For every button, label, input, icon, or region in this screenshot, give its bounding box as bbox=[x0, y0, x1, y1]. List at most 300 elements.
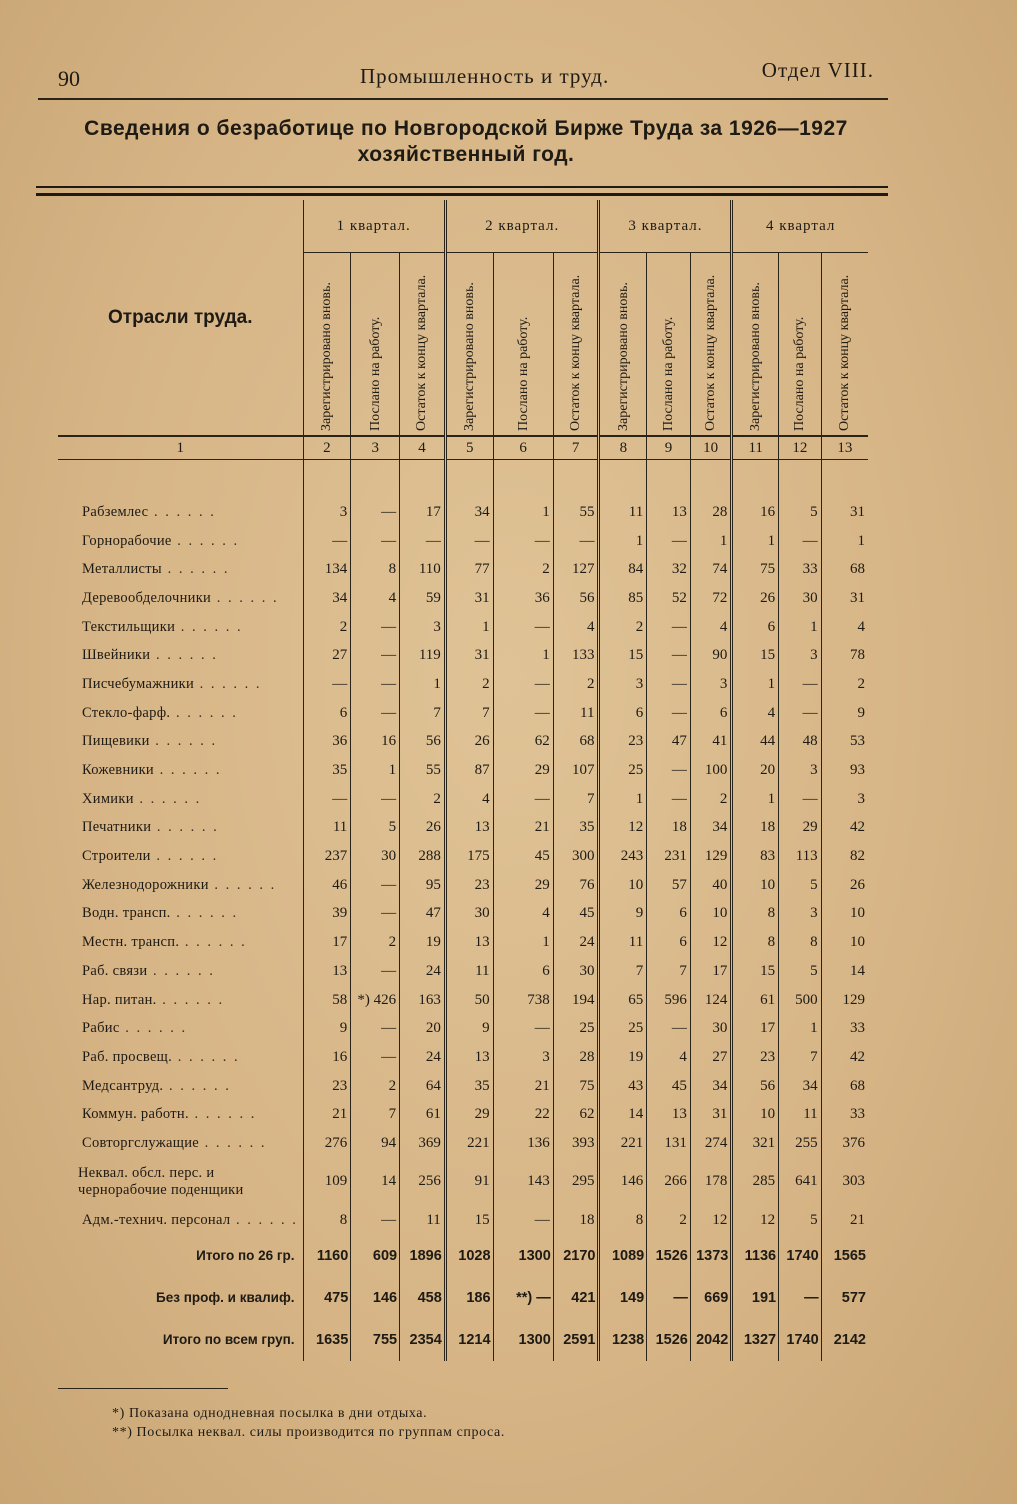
value-cell: 42 bbox=[821, 1043, 868, 1072]
value-cell: 68 bbox=[821, 1072, 868, 1101]
value-cell: 40 bbox=[690, 871, 732, 900]
value-cell: 68 bbox=[553, 728, 599, 757]
value-cell: 21 bbox=[821, 1206, 868, 1235]
value-cell: 119 bbox=[400, 641, 446, 670]
value-cell: 3 bbox=[779, 641, 822, 670]
value-cell: 30 bbox=[351, 842, 400, 871]
value-cell: 1 bbox=[445, 613, 493, 642]
value-cell: 17 bbox=[690, 957, 732, 986]
value-cell: 10 bbox=[599, 871, 647, 900]
value-cell: 13 bbox=[303, 957, 351, 986]
value-cell: — bbox=[351, 498, 400, 527]
row-label-text: Неквал. обсл. перс. и чернорабочие поденщики bbox=[78, 1164, 244, 1198]
value-cell: 1565 bbox=[821, 1235, 868, 1277]
value-cell: 20 bbox=[400, 1014, 446, 1043]
value-cell: 36 bbox=[493, 584, 553, 613]
value-cell: 20 bbox=[732, 756, 779, 785]
column-number: 3 bbox=[351, 436, 400, 460]
value-cell: 78 bbox=[821, 641, 868, 670]
value-cell: 33 bbox=[821, 1014, 868, 1043]
value-cell: — bbox=[647, 527, 691, 556]
value-cell: 1160 bbox=[303, 1235, 351, 1277]
value-cell: — bbox=[493, 699, 553, 728]
value-cell: 15 bbox=[732, 641, 779, 670]
value-cell: 303 bbox=[821, 1158, 868, 1206]
row-label-text: Местн. трансп. bbox=[82, 934, 180, 951]
row-label bbox=[58, 842, 303, 871]
value-cell: — bbox=[647, 1277, 691, 1319]
value-cell: 14 bbox=[821, 957, 868, 986]
value-cell: 5 bbox=[779, 957, 822, 986]
subheader-q1-2 bbox=[351, 253, 400, 437]
value-cell: 1300 bbox=[493, 1319, 553, 1361]
value-cell: 369 bbox=[400, 1129, 446, 1158]
value-cell: 55 bbox=[400, 756, 446, 785]
table-row bbox=[58, 498, 868, 527]
value-cell: 1327 bbox=[732, 1319, 779, 1361]
value-cell: 26 bbox=[445, 728, 493, 757]
value-cell: 755 bbox=[351, 1319, 400, 1361]
subheader-q3-2 bbox=[647, 253, 691, 437]
value-cell: 42 bbox=[821, 814, 868, 843]
value-cell: 19 bbox=[599, 1043, 647, 1072]
value-cell: 2170 bbox=[553, 1235, 599, 1277]
row-label bbox=[58, 785, 303, 814]
row-label-text: Без проф. и квалиф. bbox=[156, 1290, 295, 1305]
leader-dots: . . . . . . bbox=[230, 1211, 298, 1228]
value-cell: 50 bbox=[445, 986, 493, 1015]
value-cell: 23 bbox=[732, 1043, 779, 1072]
value-cell: 5 bbox=[351, 814, 400, 843]
value-cell: 2 bbox=[647, 1206, 691, 1235]
column-number: 13 bbox=[821, 436, 868, 460]
value-cell: 107 bbox=[553, 756, 599, 785]
value-cell: 109 bbox=[303, 1158, 351, 1206]
value-cell: 2 bbox=[351, 928, 400, 957]
value-cell: — bbox=[647, 756, 691, 785]
value-cell: 1 bbox=[732, 527, 779, 556]
value-cell: — bbox=[779, 670, 822, 699]
value-cell: 1526 bbox=[647, 1319, 691, 1361]
leader-dots: . . . . . . bbox=[149, 733, 218, 750]
value-cell: 12 bbox=[732, 1206, 779, 1235]
total-row bbox=[58, 1319, 868, 1361]
value-cell: 94 bbox=[351, 1129, 400, 1158]
row-label-text: Совторгслужащие bbox=[82, 1134, 200, 1151]
row-label-text: Деревообделочники bbox=[82, 589, 212, 606]
value-cell: 47 bbox=[400, 900, 446, 929]
spacer-cell bbox=[599, 460, 647, 499]
value-cell: 194 bbox=[553, 986, 599, 1015]
value-cell: 17 bbox=[732, 1014, 779, 1043]
table-row bbox=[58, 555, 868, 584]
footnote-rule bbox=[58, 1388, 228, 1389]
column-number: 9 bbox=[647, 436, 691, 460]
value-cell: 1 bbox=[690, 527, 732, 556]
value-cell: 1136 bbox=[732, 1235, 779, 1277]
value-cell: 15 bbox=[732, 957, 779, 986]
value-cell: 7 bbox=[553, 785, 599, 814]
value-cell: 47 bbox=[647, 728, 691, 757]
quarter-1-header: 1 квартал. bbox=[303, 200, 445, 253]
value-cell: 28 bbox=[553, 1043, 599, 1072]
value-cell: 34 bbox=[445, 498, 493, 527]
row-label bbox=[58, 1235, 303, 1277]
value-cell: 1 bbox=[732, 785, 779, 814]
value-cell: 9 bbox=[821, 699, 868, 728]
value-cell: 75 bbox=[732, 555, 779, 584]
value-cell: 186 bbox=[445, 1277, 493, 1319]
value-cell: 134 bbox=[303, 555, 351, 584]
value-cell: 8 bbox=[732, 928, 779, 957]
subheader-q1-3 bbox=[400, 253, 446, 437]
row-label bbox=[58, 814, 303, 843]
value-cell: 8 bbox=[599, 1206, 647, 1235]
subheader-label: Послано на работу. bbox=[515, 316, 531, 431]
row-label bbox=[58, 900, 303, 929]
table-row bbox=[58, 527, 868, 556]
value-cell: 45 bbox=[553, 900, 599, 929]
value-cell: 39 bbox=[303, 900, 351, 929]
value-cell: 243 bbox=[599, 842, 647, 871]
value-cell: 10 bbox=[732, 1100, 779, 1129]
value-cell: 129 bbox=[690, 842, 732, 871]
row-label-text: Кожевники bbox=[82, 762, 154, 779]
row-label bbox=[58, 1206, 303, 1235]
value-cell: 178 bbox=[690, 1158, 732, 1206]
value-cell: 221 bbox=[599, 1129, 647, 1158]
table-row bbox=[58, 871, 868, 900]
value-cell: — bbox=[351, 527, 400, 556]
value-cell: 82 bbox=[821, 842, 868, 871]
row-label bbox=[58, 728, 303, 757]
value-cell: 1 bbox=[351, 756, 400, 785]
spacer-cell bbox=[445, 460, 493, 499]
row-label bbox=[58, 756, 303, 785]
row-label bbox=[58, 928, 303, 957]
value-cell: 13 bbox=[445, 928, 493, 957]
column-number: 2 bbox=[303, 436, 351, 460]
footnote-1: *) Показана однодневная посылка в дни отдыха. bbox=[112, 1406, 428, 1421]
value-cell: 85 bbox=[599, 584, 647, 613]
value-cell: 95 bbox=[400, 871, 446, 900]
value-cell: 53 bbox=[821, 728, 868, 757]
column-number: 5 bbox=[445, 436, 493, 460]
value-cell: 1300 bbox=[493, 1235, 553, 1277]
row-label-text: Железнодорожники bbox=[82, 876, 209, 893]
value-cell: 4 bbox=[351, 584, 400, 613]
value-cell: 24 bbox=[400, 1043, 446, 1072]
value-cell: 4 bbox=[553, 613, 599, 642]
value-cell: 8 bbox=[303, 1206, 351, 1235]
leader-dots: . . . . . . bbox=[150, 647, 218, 664]
value-cell: 25 bbox=[599, 756, 647, 785]
value-cell: — bbox=[303, 670, 351, 699]
value-cell: 4 bbox=[647, 1043, 691, 1072]
value-cell: 4 bbox=[445, 785, 493, 814]
value-cell: 1214 bbox=[445, 1319, 493, 1361]
table-row bbox=[58, 1100, 868, 1129]
value-cell: 6 bbox=[647, 928, 691, 957]
page-header bbox=[38, 58, 888, 100]
value-cell: 146 bbox=[599, 1158, 647, 1206]
footnote-2: **) Посылка неквал. силы производится по группам спроса. bbox=[112, 1425, 505, 1440]
value-cell: 110 bbox=[400, 555, 446, 584]
subheader-q2-2 bbox=[493, 253, 553, 437]
value-cell: 1 bbox=[732, 670, 779, 699]
value-cell: 191 bbox=[732, 1277, 779, 1319]
row-label-text: Нар. питан. bbox=[82, 991, 157, 1008]
value-cell: 22 bbox=[493, 1100, 553, 1129]
value-cell: — bbox=[351, 785, 400, 814]
value-cell: 3 bbox=[821, 785, 868, 814]
value-cell: 11 bbox=[599, 928, 647, 957]
leader-dots: . . . . . . bbox=[133, 790, 202, 807]
value-cell: 11 bbox=[400, 1206, 446, 1235]
value-cell: 458 bbox=[400, 1277, 446, 1319]
value-cell: — bbox=[351, 1206, 400, 1235]
spacer-cell bbox=[303, 460, 351, 499]
value-cell: 31 bbox=[445, 641, 493, 670]
value-cell: 3 bbox=[779, 900, 822, 929]
row-label-text: Рабис bbox=[82, 1020, 120, 1037]
value-cell: — bbox=[493, 613, 553, 642]
value-cell: 376 bbox=[821, 1129, 868, 1158]
value-cell: 26 bbox=[821, 871, 868, 900]
value-cell: — bbox=[493, 527, 553, 556]
table-row bbox=[58, 1043, 868, 1072]
value-cell: 36 bbox=[303, 728, 351, 757]
value-cell: 23 bbox=[303, 1072, 351, 1101]
value-cell: 34 bbox=[303, 584, 351, 613]
spacer-cell bbox=[58, 460, 303, 499]
value-cell: 17 bbox=[400, 498, 446, 527]
value-cell: 124 bbox=[690, 986, 732, 1015]
value-cell: 1740 bbox=[779, 1235, 822, 1277]
row-label bbox=[58, 670, 303, 699]
value-cell: 34 bbox=[690, 814, 732, 843]
table-row bbox=[58, 584, 868, 613]
value-cell: 75 bbox=[553, 1072, 599, 1101]
table-title: Сведения о безработице по Новгородской Бирже Труда за 1926—1927 хозяйственный год. bbox=[84, 117, 848, 166]
value-cell: 163 bbox=[400, 986, 446, 1015]
value-cell: 10 bbox=[690, 900, 732, 929]
value-cell: 23 bbox=[445, 871, 493, 900]
column-number: 11 bbox=[732, 436, 779, 460]
value-cell: 11 bbox=[779, 1100, 822, 1129]
value-cell: 57 bbox=[647, 871, 691, 900]
value-cell: 1 bbox=[779, 1014, 822, 1043]
value-cell: 87 bbox=[445, 756, 493, 785]
leader-dots: . . . . . . bbox=[194, 675, 262, 692]
value-cell: 131 bbox=[647, 1129, 691, 1158]
value-cell: — bbox=[303, 785, 351, 814]
row-label-text: Водн. трансп. bbox=[82, 905, 171, 922]
value-cell: — bbox=[351, 871, 400, 900]
table-row bbox=[58, 814, 868, 843]
leader-dots: . . . . . . bbox=[188, 1106, 257, 1123]
value-cell: — bbox=[779, 785, 822, 814]
value-cell: 41 bbox=[690, 728, 732, 757]
value-cell: 30 bbox=[690, 1014, 732, 1043]
row-label bbox=[58, 498, 303, 527]
value-cell: 56 bbox=[400, 728, 446, 757]
row-label-text: Металлисты bbox=[82, 561, 162, 578]
row-label-text: Медсантруд. bbox=[82, 1077, 164, 1094]
value-cell: 288 bbox=[400, 842, 446, 871]
value-cell: 421 bbox=[553, 1277, 599, 1319]
value-cell: 52 bbox=[647, 584, 691, 613]
table-row bbox=[58, 699, 868, 728]
leader-dots: . . . . . . bbox=[179, 934, 247, 951]
value-cell: 11 bbox=[303, 814, 351, 843]
value-cell: — bbox=[445, 527, 493, 556]
value-cell: 7 bbox=[647, 957, 691, 986]
subheader-label: Послано на работу. bbox=[792, 316, 808, 431]
value-cell: 1 bbox=[599, 785, 647, 814]
value-cell: 29 bbox=[779, 814, 822, 843]
value-cell: 14 bbox=[351, 1158, 400, 1206]
value-cell: — bbox=[647, 699, 691, 728]
leader-dots: . . . . . . bbox=[172, 1048, 240, 1065]
quarter-2-header: 2 квартал. bbox=[445, 200, 599, 253]
table-row bbox=[58, 1072, 868, 1101]
leader-dots: . . . . . . bbox=[153, 762, 222, 779]
value-cell: — bbox=[351, 670, 400, 699]
value-cell: — bbox=[493, 785, 553, 814]
spacer-cell bbox=[690, 460, 732, 499]
table-row bbox=[58, 957, 868, 986]
value-cell: 26 bbox=[400, 814, 446, 843]
value-cell: 577 bbox=[821, 1277, 868, 1319]
value-cell: 255 bbox=[779, 1129, 822, 1158]
table-row bbox=[58, 1129, 868, 1158]
value-cell: 1238 bbox=[599, 1319, 647, 1361]
value-cell: 6 bbox=[690, 699, 732, 728]
value-cell: 4 bbox=[493, 900, 553, 929]
value-cell: 45 bbox=[647, 1072, 691, 1101]
value-cell: 1 bbox=[599, 527, 647, 556]
leader-dots: . . . . . . bbox=[175, 618, 243, 635]
value-cell: 1635 bbox=[303, 1319, 351, 1361]
subheader-label: Зарегистрировано вновь. bbox=[319, 282, 335, 431]
value-cell: 596 bbox=[647, 986, 691, 1015]
value-cell: 55 bbox=[553, 498, 599, 527]
value-cell: 6 bbox=[647, 900, 691, 929]
value-cell: 18 bbox=[553, 1206, 599, 1235]
total-row bbox=[58, 1235, 868, 1277]
value-cell: 100 bbox=[690, 756, 732, 785]
subheader-q3-1 bbox=[599, 253, 647, 437]
value-cell: 113 bbox=[779, 842, 822, 871]
value-cell: 19 bbox=[400, 928, 446, 957]
value-cell: 25 bbox=[599, 1014, 647, 1043]
value-cell: 21 bbox=[493, 814, 553, 843]
quarter-3-header: 3 квартал. bbox=[599, 200, 732, 253]
value-cell: 7 bbox=[445, 699, 493, 728]
value-cell: 127 bbox=[553, 555, 599, 584]
value-cell: 1 bbox=[493, 928, 553, 957]
value-cell: 2 bbox=[351, 1072, 400, 1101]
row-label bbox=[58, 584, 303, 613]
value-cell: 16 bbox=[732, 498, 779, 527]
subheader-label: Остаток к концу квартала. bbox=[837, 274, 853, 431]
value-cell: 2354 bbox=[400, 1319, 446, 1361]
footnotes bbox=[112, 1404, 505, 1442]
subheader-q2-1 bbox=[445, 253, 493, 437]
value-cell: 8 bbox=[732, 900, 779, 929]
subheader-q4-3 bbox=[821, 253, 868, 437]
value-cell: 9 bbox=[445, 1014, 493, 1043]
value-cell: 266 bbox=[647, 1158, 691, 1206]
value-cell: 13 bbox=[445, 814, 493, 843]
spacer-cell bbox=[493, 460, 553, 499]
value-cell: 64 bbox=[400, 1072, 446, 1101]
value-cell: 475 bbox=[303, 1277, 351, 1319]
value-cell: 7 bbox=[779, 1043, 822, 1072]
value-cell: 29 bbox=[493, 756, 553, 785]
branch-column-header: Отрасли труда. bbox=[58, 200, 303, 436]
subheader-label: Послано на работу. bbox=[661, 316, 677, 431]
value-cell: 1 bbox=[493, 498, 553, 527]
spacer-cell bbox=[351, 460, 400, 499]
table-row bbox=[58, 670, 868, 699]
row-label-text: Адм.-технич. персонал bbox=[82, 1211, 231, 1228]
table-row bbox=[58, 928, 868, 957]
value-cell: 43 bbox=[599, 1072, 647, 1101]
section-title: Промышленность и труд. bbox=[360, 64, 610, 88]
value-cell: 1028 bbox=[445, 1235, 493, 1277]
value-cell: 274 bbox=[690, 1129, 732, 1158]
value-cell: 21 bbox=[303, 1100, 351, 1129]
value-cell: — bbox=[351, 641, 400, 670]
table-row bbox=[58, 756, 868, 785]
leader-dots: . . . . . . bbox=[208, 876, 277, 893]
value-cell: — bbox=[647, 785, 691, 814]
value-cell: — bbox=[351, 699, 400, 728]
row-label bbox=[58, 871, 303, 900]
value-cell: — bbox=[351, 613, 400, 642]
value-cell: 285 bbox=[732, 1158, 779, 1206]
table-row bbox=[58, 1158, 868, 1206]
row-label bbox=[58, 986, 303, 1015]
value-cell: 28 bbox=[690, 498, 732, 527]
table-row bbox=[58, 728, 868, 757]
value-cell: 16 bbox=[351, 728, 400, 757]
row-label bbox=[58, 641, 303, 670]
value-cell: 24 bbox=[553, 928, 599, 957]
value-cell: 5 bbox=[779, 871, 822, 900]
value-cell: 393 bbox=[553, 1129, 599, 1158]
row-label-text: Пищевики bbox=[82, 733, 150, 750]
total-row bbox=[58, 1277, 868, 1319]
subheader-label: Послано на работу. bbox=[367, 316, 383, 431]
value-cell: 61 bbox=[732, 986, 779, 1015]
value-cell: 29 bbox=[493, 871, 553, 900]
row-label bbox=[58, 1158, 303, 1206]
value-cell: — bbox=[351, 957, 400, 986]
value-cell: 237 bbox=[303, 842, 351, 871]
spacer-cell bbox=[647, 460, 691, 499]
value-cell: 2 bbox=[445, 670, 493, 699]
row-label-text: Рабземлес bbox=[82, 503, 149, 520]
value-cell: — bbox=[351, 900, 400, 929]
value-cell: — bbox=[400, 527, 446, 556]
value-cell: 10 bbox=[821, 928, 868, 957]
value-cell: 24 bbox=[400, 957, 446, 986]
value-cell: — bbox=[647, 641, 691, 670]
value-cell: 21 bbox=[493, 1072, 553, 1101]
